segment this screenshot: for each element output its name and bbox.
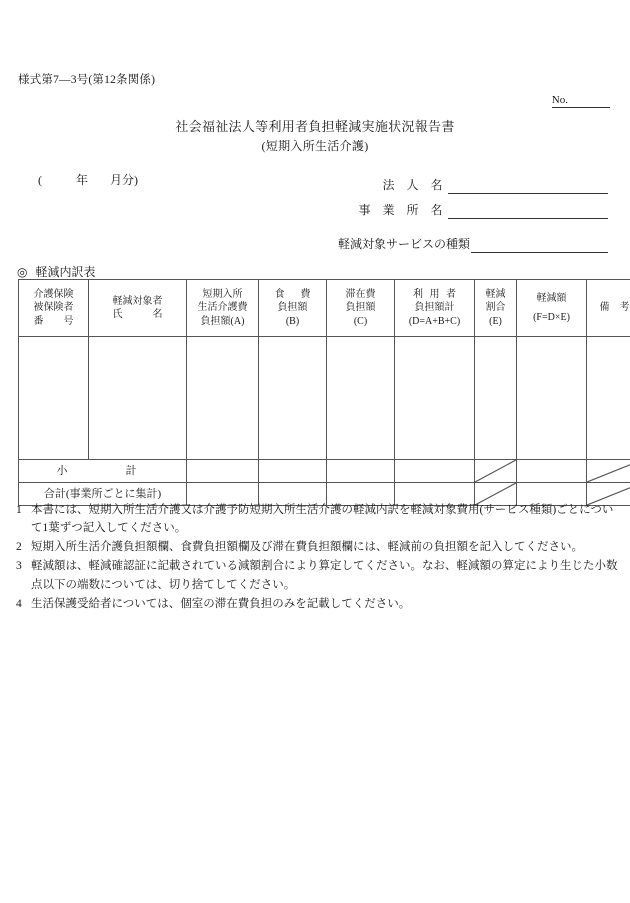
reporting-period <box>38 171 138 188</box>
corporation-name-input[interactable] <box>448 179 608 194</box>
entry-cell-insured-number[interactable] <box>19 337 89 460</box>
entry-cell-stay-cost[interactable] <box>327 337 395 460</box>
period-open-paren: ( <box>38 173 42 187</box>
entry-cell-remarks[interactable] <box>587 337 630 460</box>
subtotal-cell-user-burden-total[interactable] <box>395 460 475 483</box>
double-circle-icon: ◎ <box>17 265 28 279</box>
note-item <box>16 501 620 537</box>
period-year-unit: 年 <box>76 173 89 187</box>
table-header-row <box>19 280 630 337</box>
service-type-input[interactable] <box>471 238 608 253</box>
col-insured-number: 介護保険 被保険者 番 号 <box>19 280 89 337</box>
period-month-unit: 月分) <box>110 173 139 187</box>
corporation-name-row <box>338 176 608 194</box>
subtotal-row <box>19 460 630 483</box>
col-stay-cost: 滞在費 負担額 (C) <box>327 280 395 337</box>
instruction-notes <box>16 501 620 614</box>
note-number: 1 <box>16 504 22 516</box>
corporation-name-label: 法 人 名 <box>382 178 447 192</box>
office-name-row <box>338 201 608 219</box>
note-number: 3 <box>16 560 22 573</box>
col-reduction-rate: 軽減 割合 (E) <box>475 280 517 337</box>
no-field-label: No. <box>551 94 568 106</box>
note-item <box>16 538 620 556</box>
entry-cell-short-stay-care-cost[interactable] <box>187 337 259 460</box>
diagonal-strike-icon <box>475 460 516 482</box>
subtotal-label: 小 計 <box>19 460 187 483</box>
document-subtitle: (短期入所生活介護) <box>261 139 369 153</box>
no-field-blank[interactable] <box>568 106 610 108</box>
col-target-person-name: 軽減対象者 氏 名 <box>89 280 187 337</box>
entry-cell-reduction-amount[interactable] <box>517 337 587 460</box>
section-heading <box>17 263 96 280</box>
subtotal-cell-short-stay-care-cost[interactable] <box>187 460 259 483</box>
note-number: 2 <box>16 541 22 554</box>
note-item <box>16 557 620 593</box>
service-type-label: 軽減対象サービスの種類 <box>338 237 471 251</box>
subtotal-cell-reduction-rate-struck <box>475 460 517 483</box>
col-user-burden-total: 利 用 者 負担額計 (D=A+B+C) <box>395 280 475 337</box>
note-text: 軽減額は、軽減確認証に記載されている減額割合により算定してください。なお、軽減額の算定により生じた小数点以下の端数については、切り捨てしてください。 <box>31 560 618 591</box>
col-short-stay-care-cost: 短期入所 生活介護費 負担額(A) <box>187 280 259 337</box>
document-title: 社会福祉法人等利用者負担軽減実施状況報告書 <box>175 119 455 134</box>
note-number: 4 <box>16 597 22 610</box>
subtotal-cell-meal-cost[interactable] <box>259 460 327 483</box>
office-name-label: 事 業 所 名 <box>358 203 447 217</box>
note-item <box>16 595 620 613</box>
breakdown-table <box>18 279 630 506</box>
col-meal-cost: 食 費 負担額 (B) <box>259 280 327 337</box>
subtotal-cell-remarks-struck <box>587 460 630 483</box>
col-reduction-amount: 軽減額 (F=D×E) <box>517 280 587 337</box>
note-text: 短期入所生活介護負担額欄、食費負担額欄及び滞在費負担額欄には、軽減前の負担額を記入してください。 <box>31 541 583 554</box>
office-name-input[interactable] <box>448 204 608 219</box>
subtotal-cell-stay-cost[interactable] <box>327 460 395 483</box>
subtotal-cell-reduction-amount[interactable] <box>517 460 587 483</box>
breakdown-table-wrapper <box>18 279 630 506</box>
no-field <box>552 94 610 108</box>
entry-cell-meal-cost[interactable] <box>259 337 327 460</box>
entry-cell-user-burden-total[interactable] <box>395 337 475 460</box>
entry-cell-target-person-name[interactable] <box>89 337 187 460</box>
data-entry-band <box>19 337 630 460</box>
entity-fields <box>338 176 608 260</box>
entry-cell-reduction-rate[interactable] <box>475 337 517 460</box>
grand-total-label: 合計(事業所ごとに集計) <box>19 483 187 506</box>
service-type-row <box>338 235 608 253</box>
form-number: 様式第7—3号(第12条関係) <box>18 74 156 86</box>
note-text: 生活保護受給者については、個室の滞在費負担のみを記載してください。 <box>31 597 411 610</box>
note-text: 本書には、短期入所生活介護又は介護予防短期入所生活介護の軽減内訳を軽減対象費用(サービス種類)ごとについて1葉ずつ記入してください。 <box>31 504 614 535</box>
diagonal-strike-icon <box>587 460 630 482</box>
section-heading-label: 軽減内訳表 <box>35 265 96 279</box>
col-remarks: 備 考 <box>587 280 630 337</box>
